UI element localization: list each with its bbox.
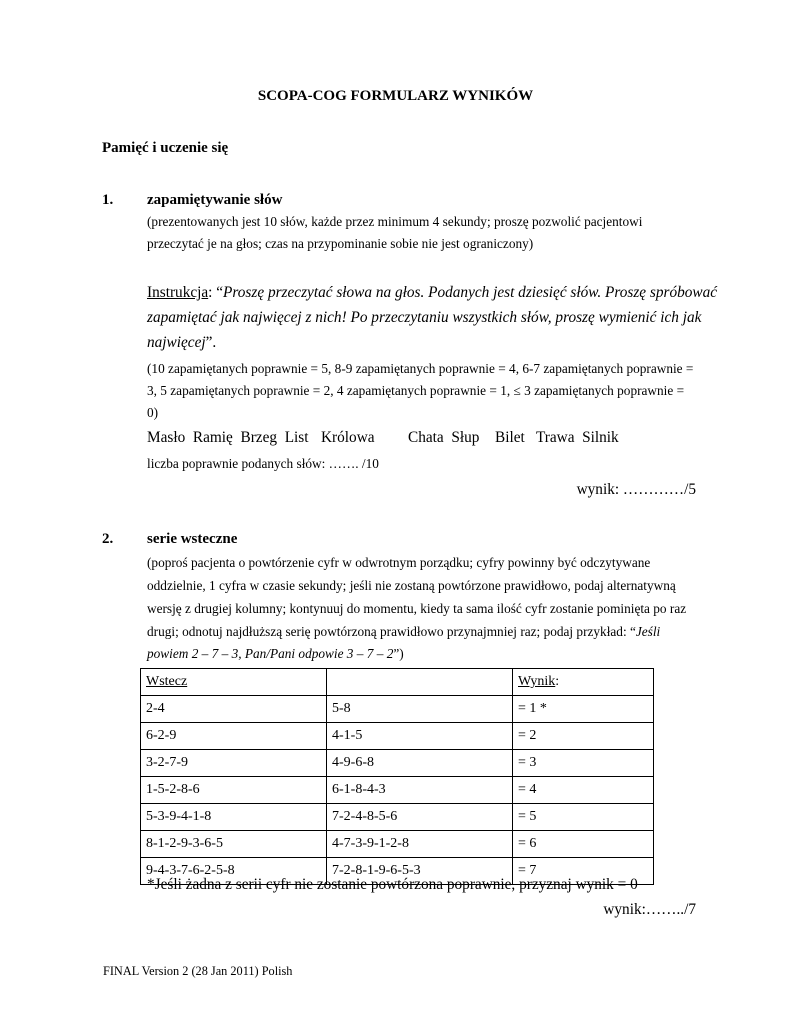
item1-count-line: liczba poprawnie podanych słów: ……. /10: [147, 456, 379, 471]
table-header-row: [141, 669, 654, 696]
series-score: = 1 *: [513, 696, 654, 723]
item1-instruction-line2: zapamiętać jak najwięcej z nich! Po przeczytaniu wszystkich słów, proszę wymienić ich jak: [147, 309, 702, 326]
table-row: [141, 831, 654, 858]
series-alternate: 6-1-8-4-3: [327, 777, 513, 804]
item2-note-line1: (poproś pacjenta o powtórzenie cyfr w odwrotnym porządku; cyfry powinny być odczytywane: [147, 555, 651, 570]
series-score: = 4: [513, 777, 654, 804]
item1-heading: zapamiętywanie słów: [147, 192, 283, 208]
series-alternate: 5-8: [327, 696, 513, 723]
series-primary: 2-4: [141, 696, 327, 723]
series-primary: 8-1-2-9-3-6-5: [141, 831, 327, 858]
word-list: [147, 429, 308, 447]
series-score: = 2: [513, 723, 654, 750]
item2-number: 2.: [102, 531, 114, 547]
item1-scoring-line3: 0): [147, 405, 159, 420]
note-line5-italic: powiem 2 – 7 – 3, Pan/Pani odpowie 3 – 7 – 2: [147, 646, 394, 661]
instruction-close-quote: ”.: [205, 334, 217, 351]
series-primary: 5-3-9-4-1-8: [141, 804, 327, 831]
series-primary: 1-5-2-8-6: [141, 777, 327, 804]
item1-instruction-line3: [147, 334, 216, 352]
item2-score: wynik:……../7: [603, 901, 696, 918]
item1-instruction-line1: [147, 284, 717, 302]
item2-heading: serie wsteczne: [147, 531, 238, 547]
item2-note-line4: [147, 624, 660, 640]
item2-footnote: *Jeśli żadna z serii cyfr nie zostanie powtórzona poprawnie, przyznaj wynik = 0: [147, 876, 638, 893]
header-alternate: [327, 669, 513, 696]
word-4: List: [284, 429, 309, 446]
series-alternate: 7-2-8-1-9-6-5-3: [327, 858, 513, 885]
word-3: Brzeg: [240, 429, 278, 446]
series-alternate: 4-9-6-8: [327, 750, 513, 777]
series-score: = 6: [513, 831, 654, 858]
word-2: Ramię: [192, 429, 233, 446]
item2-note-line2: oddzielnie, 1 cyfra w czasie sekundy; jeśli nie zostaną powtórzone prawidłowo, podaj alternatywną: [147, 578, 676, 593]
series-score: = 3: [513, 750, 654, 777]
series-primary: 9-4-3-7-6-2-5-8: [141, 858, 327, 885]
table-row: [141, 777, 654, 804]
digit-series-table: [140, 668, 654, 885]
note-line4-italic: Jeśli: [635, 624, 661, 639]
word-6: Chata: [408, 429, 444, 446]
item1-note-line1: (prezentowanych jest 10 słów, każde przez minimum 4 sekundy; proszę pozwolić pacjentowi: [147, 214, 643, 229]
item1-scoring-line1: (10 zapamiętanych poprawnie = 5, 8-9 zapamiętanych poprawnie = 4, 6-7 zapamiętanych poprawnie =: [147, 361, 694, 376]
series-primary: 6-2-9: [141, 723, 327, 750]
word-8: Bilet: [495, 429, 525, 446]
series-primary: 3-2-7-9: [141, 750, 327, 777]
word-10: Silnik: [582, 429, 619, 446]
instruction-open-quote: : “: [208, 284, 224, 301]
table-row: [141, 723, 654, 750]
word-5: Królowa: [321, 429, 375, 446]
page-title: SCOPA-COG FORMULARZ WYNIKÓW: [257, 88, 534, 104]
item1-scoring-line2: 3, 5 zapamiętanych poprawnie = 2, 4 zapamiętanych poprawnie = 1, ≤ 3 zapamiętanych poprawnie =: [147, 383, 685, 398]
series-score: = 5: [513, 804, 654, 831]
header-score: Wynik:: [513, 669, 654, 696]
word-9: Trawa: [535, 429, 575, 446]
table-row: [141, 804, 654, 831]
instruction-label: Instrukcja: [147, 284, 209, 301]
note-line5-suffix: ”): [393, 646, 404, 661]
series-score: = 7: [513, 858, 654, 885]
item1-note-line2: przeczytać je na głos; czas na przypominanie sobie nie jest ograniczony): [147, 236, 534, 251]
series-alternate: 7-2-4-8-5-6: [327, 804, 513, 831]
series-alternate: 4-1-5: [327, 723, 513, 750]
section-heading: Pamięć i uczenie się: [102, 140, 229, 156]
word-1: Masło: [147, 429, 186, 446]
word-7: Słup: [451, 429, 480, 446]
table-row: [141, 750, 654, 777]
header-backward: Wstecz: [141, 669, 327, 696]
word-list-3: [495, 429, 619, 447]
page-footer: FINAL Version 2 (28 Jan 2011) Polish: [103, 964, 293, 978]
word-list-2: [408, 429, 479, 447]
note-line4-text: drugi; odnotuj najdłuższą serię powtórzoną prawidłowo przynajmniej raz; podaj przykład: “: [147, 624, 636, 639]
table-row: [141, 696, 654, 723]
item2-note-line5: [147, 646, 404, 662]
instruction-text-1: Proszę przeczytać słowa na głos. Podanych jest dziesięć słów. Proszę spróbować: [223, 284, 718, 301]
instruction-text-3: najwięcej: [147, 334, 206, 351]
item1-number: 1.: [102, 192, 114, 208]
series-alternate: 4-7-3-9-1-2-8: [327, 831, 513, 858]
item1-score: wynik: …………/5: [576, 481, 696, 498]
item2-note-line3: wersję z drugiej kolumny; kontynuuj do momentu, kiedy ta sama ilość cyfr zostanie pominięta po raz: [147, 601, 687, 616]
